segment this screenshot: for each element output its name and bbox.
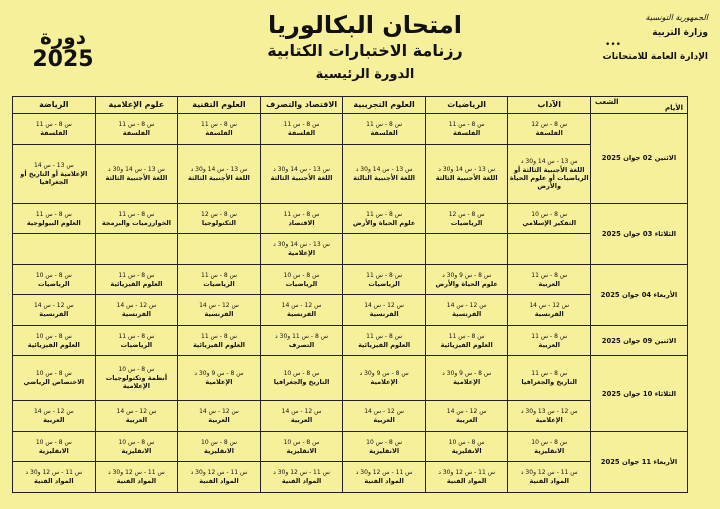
table-row [13,114,688,145]
exam-subject: المواد الفنية [116,477,157,486]
exam-cell [13,144,96,203]
corner-branch-label: الشعب [595,98,619,106]
exam-subject: المواد الفنية [34,477,74,486]
exam-time: س 8 - س 11 [531,271,568,279]
exam-cell [95,325,178,356]
exam-time: س 12 - س 14 [529,302,570,310]
session-name: الدورة الرئيسية [315,67,415,82]
exam-cell [13,234,96,265]
exam-subject: الانقليزية [121,446,152,455]
exam-time: س 8 - س 9 و30 د [442,271,492,279]
exam-subject: الرياضيات [450,218,483,227]
day-cell: الأربعاء 04 جوان 2025 [591,264,688,325]
exam-cell [13,356,96,401]
exam-time: س 13 - س 14 و30 د [273,165,330,173]
exam-time: س 8 - س 10 [283,438,320,446]
exam-cell [508,401,591,432]
table-row [13,203,688,234]
exam-subject: اللغة الأجنبية الثالثة [435,173,498,182]
exam-time: س 8 - س 10 [448,438,485,446]
exam-subject: الفرنسية [121,310,151,319]
exam-subject: الانقليزية [451,446,482,455]
exam-cell [425,462,508,493]
exam-subject: أنظمة وتكنولوجيات الإعلامية [105,374,168,391]
exam-time: س 13 - س 14 و30 د [520,157,578,165]
exam-subject: المواد الفنية [281,477,322,486]
exam-cell [95,431,178,462]
exam-time: س 8 - س 10 [366,438,403,446]
branch-header: العلوم التقنية [178,97,261,114]
republic-label: الجمهورية التونسية [645,13,708,22]
exam-cell [508,144,591,203]
exam-time: س 11 - س 12 و30 د [273,469,330,477]
exam-cell [508,295,591,326]
day-cell: الاثنين 02 جوان 2025 [591,114,688,204]
exam-cell [13,401,96,432]
exam-time: س 8 - س 11 [118,332,155,340]
exam-subject: الرياضيات [203,279,235,288]
exam-cell [425,295,508,326]
exam-cell [178,356,261,401]
exam-time: س 8 - س 11 و30 د [275,332,329,340]
exam-cell [95,462,178,493]
exam-time: س 12 - س 14 [199,408,239,416]
exam-cell [178,114,261,145]
exam-subject: علوم الحياة والأرض [435,279,498,288]
exam-cell [260,325,343,356]
exam-time: س 8 - س 9 و30 د [359,370,409,378]
exam-subject: التاريخ والجغرافيا [273,378,330,387]
exam-time: س 13 - س 14 و30 د [190,165,248,173]
exam-time: س 8 - س 11 [366,120,403,128]
exam-cell [95,356,178,401]
exam-cell [260,264,343,295]
exam-subject: العربية [43,416,65,425]
exam-subject: الفلسفة [122,128,151,137]
exam-subject: التفكير الإسلامي [522,218,577,227]
table-row [13,144,688,203]
exam-cell [508,264,591,295]
exam-subject: الإعلامية [370,378,398,387]
exam-cell [343,264,426,295]
exam-time: س 12 - س 14 [33,302,74,310]
exam-time: س 11 - س 12 و30 د [438,469,496,477]
session-badge [18,26,108,72]
exam-cell [260,431,343,462]
exam-subject: اللغة الأجنبية الثالثة [188,173,250,182]
exam-cell [13,325,96,356]
exam-time: س 11 - س 12 و30 د [355,469,413,477]
exam-cell [508,114,591,145]
exam-cell [260,295,343,326]
branch-header: الرياضة [13,97,96,114]
exam-time: س 8 - س 11 [35,120,72,128]
exam-subject: الانقليزية [286,446,317,455]
exam-cell [13,462,96,493]
exam-subject: المواد الفنية [364,477,404,486]
table-row [13,234,688,265]
exam-cell [260,114,343,145]
exam-time: س 8 - س 11 [35,210,72,218]
exam-time: س 8 - س 10 [35,332,72,340]
exam-cell [95,144,178,203]
exam-cell [95,264,178,295]
table-row [13,264,688,295]
exam-cell [178,462,261,493]
exam-cell [425,264,508,295]
exam-time: س 8 - س 10 [35,438,72,446]
exam-time: س 8 - س 11 [366,210,403,218]
document-title-block [230,10,500,84]
exam-time: س 12 - س 14 [33,408,74,416]
exam-cell [343,356,426,401]
exam-cell [260,234,343,265]
exam-cell [178,325,261,356]
day-cell: الاثنين 09 جوان 2025 [591,325,688,356]
ministry-label: وزارة التربية [652,28,708,38]
exam-subject: اللغة الأجنبية الثالثة أو الرياضيات أو علوم الحياة والأرض [509,165,589,190]
exam-subject: الإعلامية [205,378,233,387]
exam-subject: الفلسفة [370,128,398,137]
corner-cell [591,97,688,114]
exam-subject: اللغة الأجنبية الثالثة [105,173,168,182]
exam-cell [260,462,343,493]
exam-time: س 11 - س 12 و30 د [520,469,578,477]
exam-subject: الإعلامية أو التاريخ أو الجغرافيا [20,169,88,186]
exam-time: س 11 - س 12 و30 د [25,469,83,477]
exam-time: س 8 - س 10 [283,370,320,378]
exam-time: س 8 - س 11 [118,120,155,128]
table-row [13,462,688,493]
day-cell: الثلاثاء 03 جوان 2025 [591,203,688,264]
session-label: دورة [39,25,86,49]
exam-subject: الفلسفة [287,128,316,137]
exam-cell [13,203,96,234]
exam-cell [95,234,178,265]
exam-time: س 8 - س 11 [201,120,237,128]
exam-subject: الانقليزية [534,446,565,455]
exam-subject: الإعلامية [453,378,481,387]
exam-time: س 12 - س 14 [281,302,322,310]
exam-time: س 8 - س 10 [531,210,568,218]
exam-cell [508,431,591,462]
exam-subject: الاختصاص الرياضي [23,378,85,387]
exam-cell [425,356,508,401]
exam-cell [343,114,426,145]
exam-time: س 8 - س 12 [201,210,237,218]
exam-time: س 13 - س 14 [33,161,74,169]
exam-cell [425,203,508,234]
exam-cell [425,144,508,203]
session-year: 2025 [32,47,94,72]
exam-cell [178,234,261,265]
exam-time: س 13 - س 14 و30 د [355,165,413,173]
document-title: امتحان البكالوريا [268,11,462,39]
document-subtitle: رزنامة الاختبارات الكتابية [267,41,463,60]
exam-subject: المواد الفنية [529,477,569,486]
exam-cell [260,356,343,401]
exam-time: س 8 - س 11 [201,271,237,279]
exam-cell [13,114,96,145]
exam-subject: الانقليزية [38,446,69,455]
exam-subject: الرياضيات [285,279,318,288]
exam-cell [260,401,343,432]
exam-time: س 12 - س 14 [199,302,239,310]
branch-header: الاقتصاد والتصرف [260,97,343,114]
exam-cell [343,234,426,265]
exam-cell [260,144,343,203]
table-header-row [13,97,688,114]
exam-subject: الانقليزية [204,446,234,455]
exam-cell [343,144,426,203]
branch-header: الآداب [508,97,591,114]
exam-cell [343,295,426,326]
exam-time: س 8 - س 11 [201,332,237,340]
exam-time: س 8 - س 10 [201,438,237,446]
exam-time: س 13 - س 14 و30 د [438,165,496,173]
exam-cell [13,431,96,462]
exam-subject: العلوم الفيزيائية [192,340,245,349]
exam-cell [425,114,508,145]
exam-cell [95,295,178,326]
exam-time: س 8 - س 10 [118,438,155,446]
exam-subject: العلوم الفيزيائية [358,340,411,349]
exam-cell [178,431,261,462]
issuer-block [538,12,708,64]
exam-cell [178,203,261,234]
exam-cell [508,234,591,265]
day-cell: الأربعاء 11 جوان 2025 [591,431,688,492]
table-row [13,356,688,401]
exam-time: س 12 - س 14 [364,408,404,416]
exam-subject: العلوم الفيزيائية [110,279,163,288]
exam-subject: الاقتصاد [288,218,315,227]
exam-time: س 12 - س 14 [281,408,322,416]
exam-cell [425,401,508,432]
exam-cell [95,114,178,145]
exam-time: س 8 - س 11 [283,210,320,218]
exam-subject: التصرف [288,340,315,349]
exam-time: س 8 - س 11 [283,120,320,128]
exam-time: س 8 - س 11 [118,271,155,279]
exam-time: س 8 - س 10 [35,271,72,279]
exam-subject: العربية [373,416,395,425]
exam-subject: الفلسفة [40,128,68,137]
exam-cell [425,325,508,356]
exam-cell [508,203,591,234]
exam-subject: التاريخ والجغرافيا [521,378,577,387]
exam-subject: الفرنسية [452,310,482,319]
exam-subject: العربية [538,340,560,349]
exam-time: س 8 - س 11 [531,370,568,378]
exam-cell [178,295,261,326]
exam-subject: اللغة الأجنبية الثالثة [270,173,333,182]
exam-time: س 8 - س 10 [35,370,72,378]
exam-subject: الفلسفة [453,128,481,137]
exam-time: س 8 - س 11 [531,332,568,340]
exam-cell [178,401,261,432]
exam-subject: العلوم الفيزيائية [27,340,80,349]
exam-time: س 8 - س 11 [448,332,485,340]
exam-time: س 12 - س 13 و30 د [520,408,578,416]
exam-subject: العربية [290,416,313,425]
exam-time: س 8 - س 11 [118,210,155,218]
exam-time: س 12 - س 14 [446,408,487,416]
exam-time: س 11 - س 12 و30 د [190,469,248,477]
exam-cell [178,264,261,295]
exam-subject: الفرنسية [287,310,317,319]
exam-cell [13,264,96,295]
exam-subject: العربية [125,416,148,425]
exam-subject: الإعلامية [287,249,316,258]
exam-time: س 13 - س 14 و30 د [273,241,330,249]
exam-subject: علوم الحياة والأرض [352,218,416,227]
exam-cell [425,431,508,462]
exam-cell [508,325,591,356]
exam-cell [343,431,426,462]
exam-cell [425,234,508,265]
exam-time: س 8 - س 11 [366,332,403,340]
exam-subject: الفرنسية [204,310,234,319]
branch-header: الرياضيات [425,97,508,114]
branch-header: علوم الإعلامية [95,97,178,114]
table-row [13,401,688,432]
exam-cell [95,203,178,234]
exam-cell [13,295,96,326]
exam-cell [95,401,178,432]
exam-subject: الخوارزميات والبرمجة [101,218,171,227]
exam-subject: الرياضيات [38,279,70,288]
table-row [13,325,688,356]
exam-time: س 8 - س 10 [531,438,568,446]
exam-subject: المواد الفنية [199,477,239,486]
exam-schedule-table [12,96,688,493]
exam-time: س 8 - س 11 [448,120,485,128]
exam-time: س 12 - س 14 [116,408,157,416]
exam-time: س 13 - س 14 و30 د [108,165,165,173]
exam-cell [178,144,261,203]
exam-time: س 8 - س 11 [366,271,403,279]
separator-dots: ••• [605,40,621,50]
exam-time: س 12 - س 14 [446,302,487,310]
exam-time: س 8 - س 9 و30 د [442,370,492,378]
exam-subject: العربية [208,416,230,425]
exam-subject: العلوم الفيزيائية [440,340,493,349]
exam-cell [343,325,426,356]
exam-time: س 8 - س 10 [283,271,320,279]
exam-time: س 8 - س 12 [531,120,568,128]
exam-time: س 11 - س 12 و30 د [108,469,165,477]
exam-time: س 8 - س 9 و30 د [194,370,244,378]
exam-subject: الفرنسية [39,310,69,319]
exam-subject: العلوم البيولوجية [26,218,81,227]
exam-subject: الفرنسية [369,310,399,319]
exam-time: س 12 - س 14 [364,302,404,310]
exam-time: س 8 - س 10 [118,366,155,374]
table-row [13,295,688,326]
exam-subject: الانقليزية [369,446,400,455]
exam-subject: الفرنسية [534,310,564,319]
table-row [13,431,688,462]
corner-days-label: الأيام [665,104,683,112]
branch-header: العلوم التجريبية [343,97,426,114]
exam-cell [508,356,591,401]
exam-time: س 12 - س 14 [116,302,157,310]
exam-subject: التكنولوجيا [201,218,237,227]
exam-subject: الرياضيات [120,340,153,349]
exam-subject: الفلسفة [205,128,233,137]
exam-subject: اللغة الأجنبية الثالثة [353,173,416,182]
exam-subject: الرياضيات [368,279,400,288]
exam-cell [343,401,426,432]
exam-subject: الإعلامية [535,416,563,425]
day-cell: الثلاثاء 10 جوان 2025 [591,356,688,431]
exam-subject: العربية [538,279,560,288]
exam-subject: المواد الفنية [446,477,487,486]
exam-cell [260,203,343,234]
exam-cell [343,203,426,234]
exam-subject: العربية [455,416,478,425]
exam-subject: الفلسفة [535,128,563,137]
exam-time: س 8 - س 12 [448,210,485,218]
directorate-label: الإدارة العامة للامتحانات [602,52,708,62]
exam-cell [343,462,426,493]
exam-cell [508,462,591,493]
